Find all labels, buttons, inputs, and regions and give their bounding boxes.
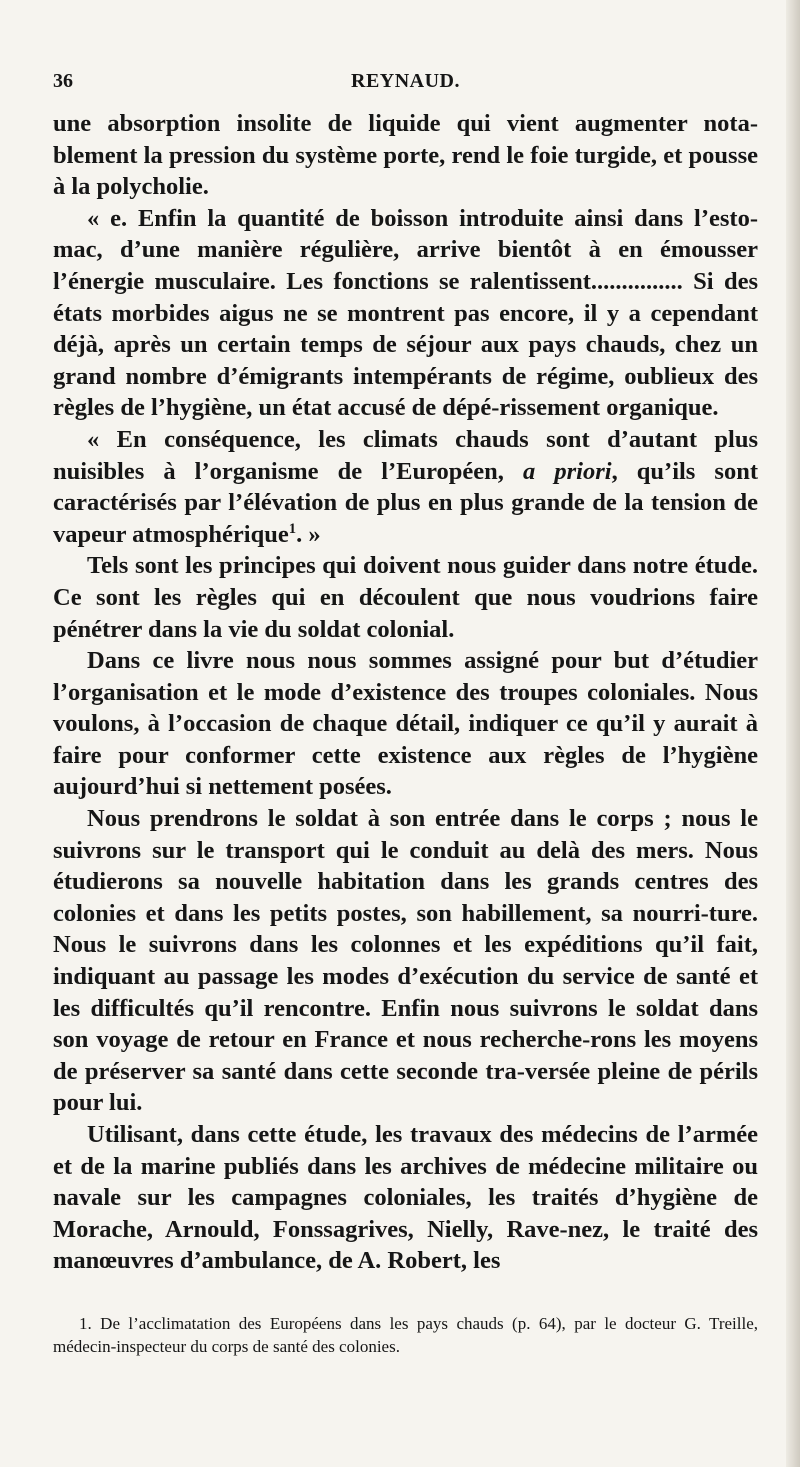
paragraph-3-start: « En conséquence, les climats chauds sont d’autant plus nuisibles à l’organisme de l’Européen, [53, 425, 758, 485]
body-text [53, 108, 758, 1277]
paragraph-1: une absorption insolite de liquide qui vient augmenter nota-blement la pression du système porte, rend le foie turgide, et pousse à la polycholie. [53, 110, 758, 201]
paragraph-6: Nous prendrons le soldat à son entrée dans le corps ; nous le suivrons sur le transport qui le conduit au delà des mers. Nous étudierons sa nouvelle habitation dans les grands centres des colonies et dans les petits postes, son habillement, sa nourri-ture. Nous le suivrons dans les colonnes et les expéditions qu’il fait, indiquant au passage les modes d’exécution du service de santé et les difficultés qu’il rencontre. Enfin nous suivrons le soldat dans son voyage de retour en France et nous recherche-rons les moyens de préserver sa santé dans cette seconde tra-versée pleine de périls pour lui. [53, 805, 758, 1117]
paragraph-2: « e. Enfin la quantité de boisson introduite ainsi dans l’esto-mac, d’une manière régulière, arrive bientôt à en émousser l’énergie musculaire. Les fonctions se ralentissent............... Si des états morbides aigus ne se montrent pas encore, il y a cependant déjà, après un certain temps de séjour aux pays chauds, chez un grand nombre d’émigrants intempérants de régime, oublieux des règles de l’hygiène, un état accusé de dépé-rissement organique. [53, 204, 758, 422]
footnotes [53, 1312, 758, 1358]
footnote-reference[interactable]: 1 [288, 520, 297, 537]
paragraph-4: Tels sont les principes qui doivent nous guider dans notre étude. Ce sont les règles qui en découlent que nous voudrions faire pénétrer dans la vie du soldat colonial. [53, 552, 758, 643]
running-head: REYNAUD. [351, 70, 460, 92]
paragraph-5: Dans ce livre nous nous sommes assigné pour but d’étudier l’organisation et le mode d’existence des troupes coloniales. Nous voulons, à l’occasion de chaque détail, indiquer ce qu’il y aurait à faire pour conformer cette existence aux règles de l’hygiène aujourd’hui si nettement posées. [53, 647, 758, 801]
footnote-1 [53, 1312, 758, 1358]
italic-phrase: a priori [523, 457, 612, 485]
footnote-marker: 1. [79, 1314, 92, 1333]
footnote-text: De l’acclimatation des Européens dans les pays chauds (p. 64), par le docteur G. Treille, médecin-inspecteur du corps de santé des colonies. [53, 1314, 758, 1356]
paragraph-7: Utilisant, dans cette étude, les travaux des médecins de l’armée et de la marine publiés dans les archives de médecine militaire ou navale sur les campagnes coloniales, les traités d’hygiène de Morache, Arnould, Fonssagrives, Nielly, Rave-nez, le traité des manœuvres d’ambulance, de A. Robert, les [53, 1121, 758, 1275]
paragraph-3-end: . » [296, 520, 321, 548]
page-edge [786, 0, 800, 1467]
paragraph-3 [53, 424, 758, 550]
page-number: 36 [53, 70, 73, 92]
paragraph-3-middle: , qu’ils sont caractérisés par l’élévation de plus en plus grande de la tension de vapeur atmosphérique [53, 457, 758, 548]
page-header [53, 70, 758, 102]
